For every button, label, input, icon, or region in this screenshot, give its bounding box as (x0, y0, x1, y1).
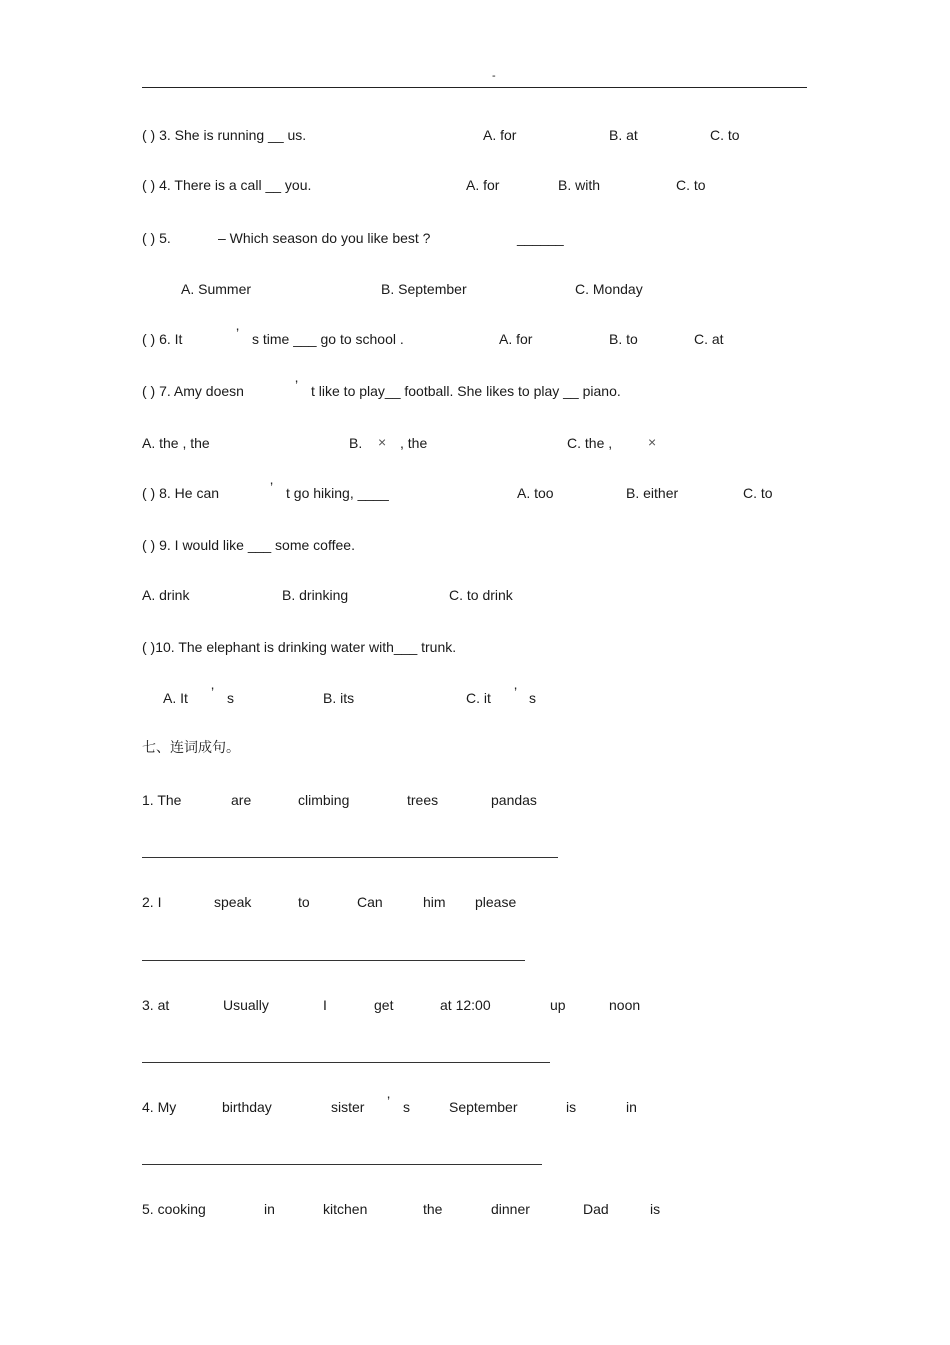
question-stem: ( ) 4. There is a call __ you. (142, 177, 312, 193)
option-a: A. for (483, 127, 517, 143)
option-c: C. to drink (449, 587, 513, 603)
word: sister (331, 1099, 365, 1115)
question-number: ( ) 7. Amy doesn (142, 383, 244, 399)
word: Usually (223, 997, 269, 1013)
word: kitchen (323, 1201, 368, 1217)
option-b: B. to (609, 331, 638, 347)
word: Can (357, 894, 383, 910)
option-c: C. to (743, 485, 773, 501)
question-stem: ( )10. The elephant is drinking water with___ trunk. (142, 639, 457, 655)
option-a: A. It (163, 690, 188, 706)
question-number: ( ) 6. It (142, 331, 183, 347)
option-b: B. either (626, 485, 679, 501)
option-a-tail: s (227, 690, 234, 706)
option-c-tail: s (529, 690, 536, 706)
word: birthday (222, 1099, 272, 1115)
question-stem: ( ) 9. I would like ___ some coffee. (142, 537, 355, 553)
question-stem: ( ) 3. She is running __ us. (142, 127, 307, 143)
word: to (298, 894, 310, 910)
word: please (475, 894, 517, 910)
word: the (423, 1201, 443, 1217)
option-c: C. to (676, 177, 706, 193)
answer-blank: ______ (517, 230, 564, 246)
word: September (449, 1099, 518, 1115)
word: is (650, 1201, 661, 1217)
word: are (231, 792, 252, 808)
word: get (374, 997, 394, 1013)
answer-line (142, 857, 558, 858)
question-number: ( ) 5. (142, 230, 171, 246)
word: I (323, 997, 327, 1013)
option-c: C. it (466, 690, 491, 706)
option-b: B. (349, 435, 363, 451)
word: climbing (298, 792, 350, 808)
word: Dad (583, 1201, 609, 1217)
word: s (403, 1099, 410, 1115)
word: speak (214, 894, 252, 910)
option-a: A. Summer (181, 281, 252, 297)
question-stem: – Which season do you like best ? (218, 230, 431, 246)
word: pandas (491, 792, 537, 808)
question-number: ( ) 8. He can (142, 485, 220, 501)
header-mark: - (492, 70, 496, 82)
answer-line (142, 1062, 550, 1063)
answer-line (142, 960, 525, 961)
option-c: C. at (694, 331, 724, 347)
option-b: B. September (381, 281, 467, 297)
option-b: B. drinking (282, 587, 349, 603)
question-stem: t like to play__ football. She likes to play __ piano. (311, 383, 621, 399)
word: trees (407, 792, 439, 808)
apostrophe: ’ (514, 684, 518, 700)
question-stem: s time ___ go to school . (252, 331, 404, 347)
option-b: B. with (558, 177, 601, 193)
option-c: C. the , (567, 435, 613, 451)
word: 3. at (142, 997, 170, 1013)
option-a: A. drink (142, 587, 190, 603)
question-stem: t go hiking, ____ (286, 485, 389, 501)
word: 2. I (142, 894, 162, 910)
apostrophe: ’ (387, 1093, 391, 1109)
option-a: A. for (499, 331, 533, 347)
word: at 12:00 (440, 997, 491, 1013)
cross-mark-icon: × (378, 434, 387, 450)
option-c: C. to (710, 127, 740, 143)
word: noon (609, 997, 641, 1013)
option-a: A. for (466, 177, 500, 193)
word: dinner (491, 1201, 530, 1217)
cross-mark-icon: × (648, 434, 657, 450)
apostrophe: ’ (295, 377, 299, 393)
word: up (550, 997, 566, 1013)
apostrophe: ’ (236, 325, 240, 341)
word: him (423, 894, 446, 910)
word: is (566, 1099, 577, 1115)
header-rule (142, 87, 807, 88)
word: in (626, 1099, 637, 1115)
option-a: A. the , the (142, 435, 210, 451)
word: in (264, 1201, 275, 1217)
option-b: B. at (609, 127, 638, 143)
option-b-tail: , the (400, 435, 428, 451)
word: 4. My (142, 1099, 177, 1115)
option-a: A. too (517, 485, 554, 501)
apostrophe: ’ (270, 479, 274, 495)
apostrophe: ’ (211, 684, 215, 700)
word: 5. cooking (142, 1201, 206, 1217)
option-b: B. its (323, 690, 355, 706)
word: 1. The (142, 792, 182, 808)
option-c: C. Monday (575, 281, 643, 297)
answer-line (142, 1164, 542, 1165)
section-title: 七、连词成句。 (142, 740, 240, 756)
